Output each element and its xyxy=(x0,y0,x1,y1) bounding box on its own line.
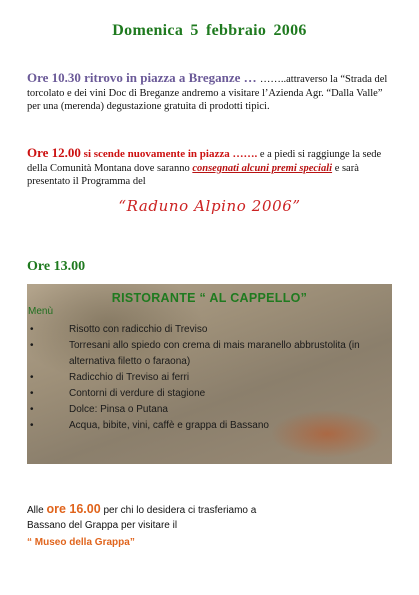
afternoon-text-1: per chi lo desidera ci trasferiamo a xyxy=(100,505,257,516)
ritrovo-time: Ore 10.30 ritrovo in piazza a Breganze xyxy=(27,70,241,85)
museo-name: Museo della Grappa xyxy=(34,537,130,548)
museo-open-quote: “ xyxy=(27,537,35,548)
menu-list xyxy=(27,322,392,434)
menu-item-text: Acqua, bibite, vini, caffè e grappa di Bassano xyxy=(69,420,269,431)
menu-label: Menù xyxy=(28,306,54,317)
menu-item xyxy=(27,322,392,338)
menu-item xyxy=(27,338,392,370)
piazza-action: si scende nuovamente in piazza ……. xyxy=(80,148,258,160)
ritrovo-text: ……..attraverso la “Strada del torcolato e dei vini Doc di Breganze andremo a visitare l’Azienda Agr. “Dalla Valle” per una (merenda) degustazione gratuita di prodotti tipici. xyxy=(27,74,388,112)
menu-item xyxy=(27,370,392,386)
restaurant-name: RISTORANTE “ AL CAPPELLO” xyxy=(111,291,308,305)
menu-item xyxy=(27,386,392,402)
afternoon-line-1 xyxy=(27,501,392,519)
bullet-icon: • xyxy=(30,420,34,431)
bullet-icon: • xyxy=(30,404,34,415)
menu-item-text: Radicchio di Treviso ai ferri xyxy=(69,372,190,383)
lunch-time-heading: Ore 13.00 xyxy=(27,259,86,274)
menu-item xyxy=(27,418,392,434)
menu-item-text: Risotto con radicchio di Treviso xyxy=(69,324,208,335)
paragraph-ritrovo xyxy=(27,71,392,114)
afternoon-line-2: Bassano del Grappa per visitare il xyxy=(27,520,178,531)
raduno-title: “Raduno Alpino 2006” xyxy=(118,197,301,215)
afternoon-line-3 xyxy=(27,535,392,551)
paragraph-piazza xyxy=(27,146,392,189)
piazza-time: Ore 12.00 xyxy=(27,145,81,160)
premi-link[interactable]: consegnati alcuni premi speciali xyxy=(192,162,333,174)
page-title: Domenica 5 febbraio 2006 xyxy=(112,22,307,39)
menu-item xyxy=(27,402,392,418)
menu-item-text: Dolce: Pinsa o Putana xyxy=(69,404,168,415)
afternoon-alle: Alle xyxy=(27,505,47,516)
bullet-icon: • xyxy=(30,372,34,383)
menu-panel xyxy=(27,284,392,464)
bullet-icon: • xyxy=(30,340,34,351)
menu-item-text: Contorni di verdure di stagione xyxy=(69,388,206,399)
menu-item-text: Torresani allo spiedo con crema di mais maranello abbrustolita (in alternativa filetto o faraona) xyxy=(69,340,360,367)
piazza-text-1: e a piedi si raggiunge la sede della Comunità Montana dove saranno xyxy=(27,149,382,174)
ritrovo-dots: … xyxy=(240,70,260,85)
piazza-text-2: e sarà presentato il Programma del xyxy=(27,162,359,187)
museo-close-quote: ” xyxy=(129,537,135,548)
bullet-icon: • xyxy=(30,324,34,335)
afternoon-time: ore 16.00 xyxy=(46,502,101,516)
bullet-icon: • xyxy=(30,388,34,399)
